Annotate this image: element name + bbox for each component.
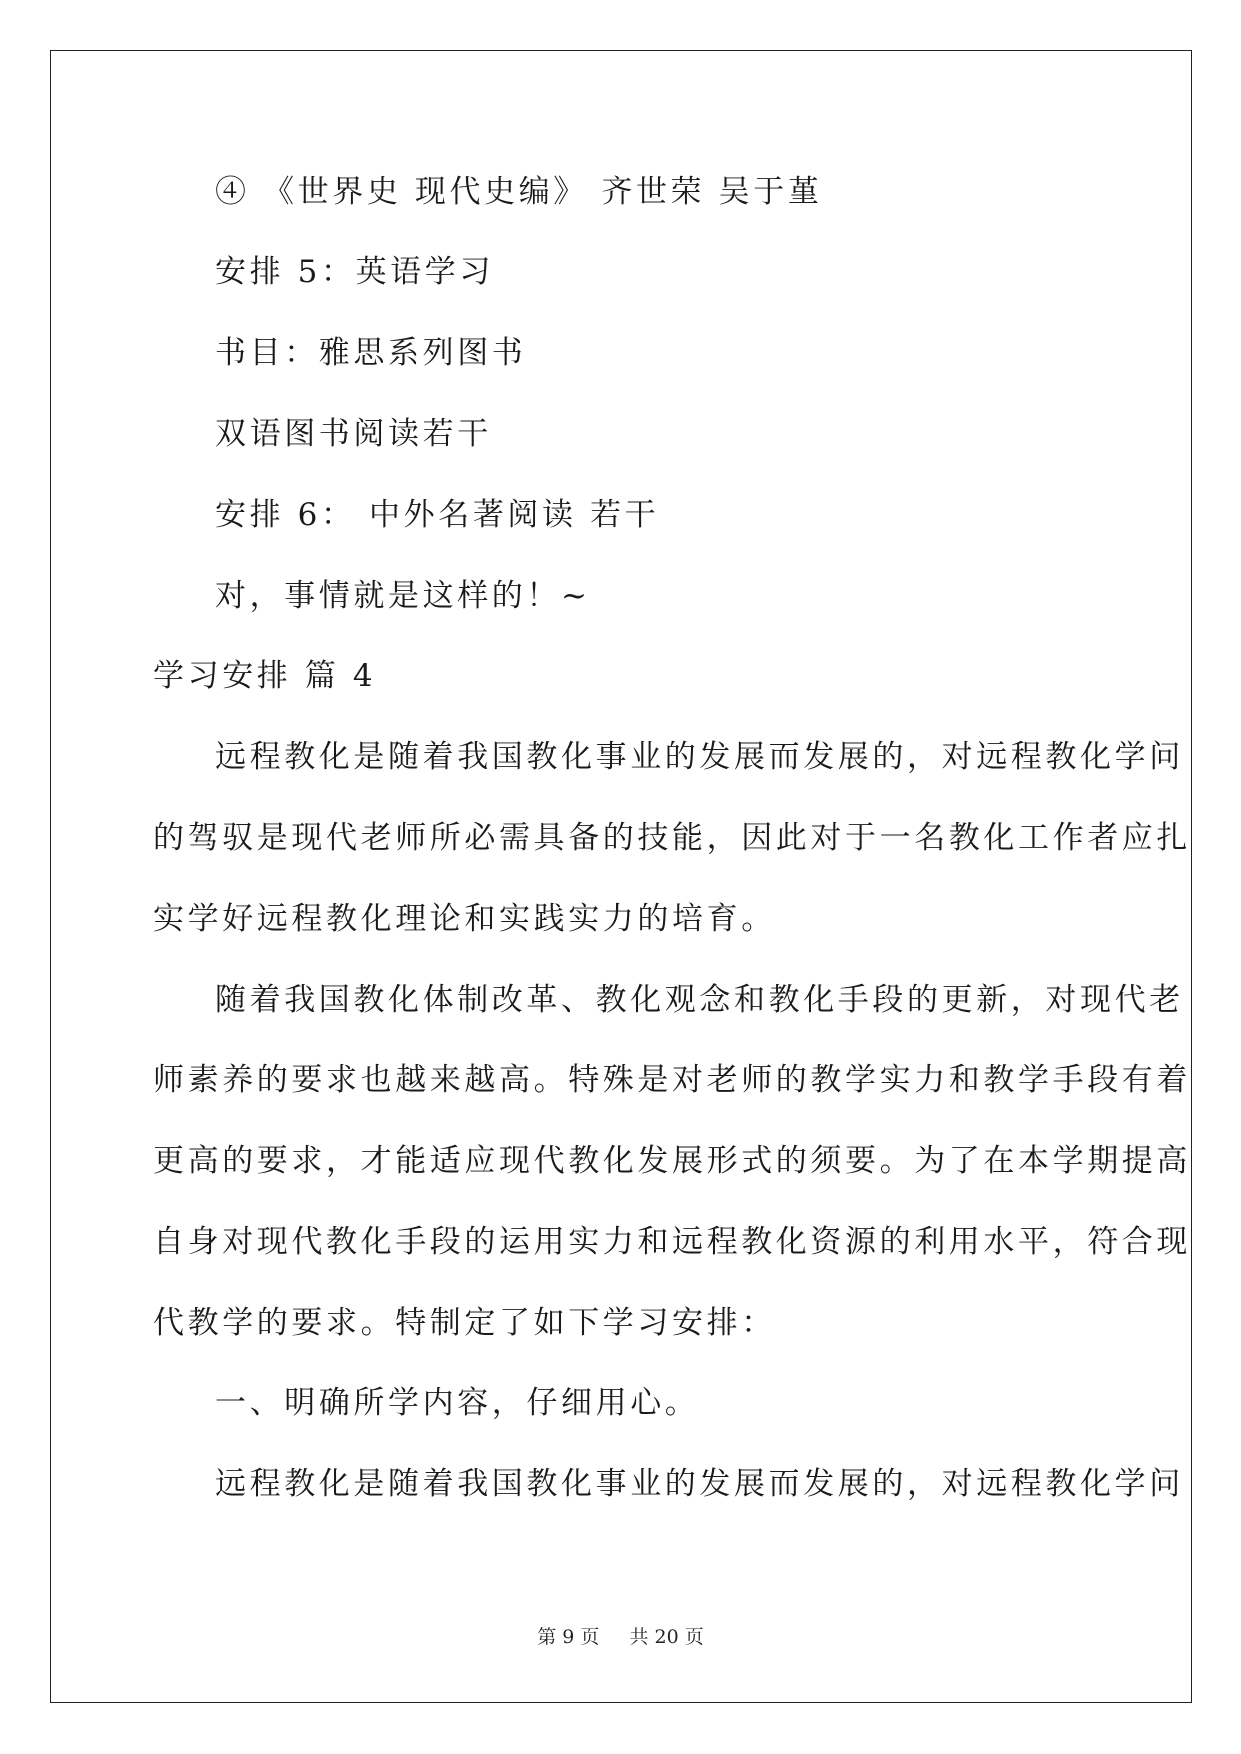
book-list-item-4: ④ 《世界史 现代史编》 齐世荣 吴于堇 [215, 174, 823, 210]
paragraph-line: 随着我国教化体制改革、教化观念和教化手段的更新，对现代老 [215, 982, 1184, 1018]
paragraph-line: 实学好远程教化理论和实践实力的培育。 [153, 901, 776, 937]
paragraph-line: 更高的要求，才能适应现代教化发展形式的须要。为了在本学期提高 [153, 1143, 1191, 1179]
paragraph-line: 的驾驭是现代老师所必需具备的技能，因此对于一名教化工作者应扎 [153, 820, 1191, 856]
page-footer [0, 1622, 1241, 1649]
paragraph-line: 远程教化是随着我国教化事业的发展而发展的，对远程教化学问 [215, 1466, 1184, 1502]
subsection-heading: 一、明确所学内容，仔细用心。 [215, 1385, 700, 1421]
page-number: 第 9 页 [537, 1626, 600, 1648]
book-list-line: 书目：雅思系列图书 [215, 335, 527, 371]
page-total: 共 20 页 [629, 1626, 704, 1648]
closing-line: 对，事情就是这样的！~ [215, 578, 591, 614]
paragraph-line: 远程教化是随着我国教化事业的发展而发展的，对远程教化学问 [215, 739, 1184, 775]
plan-5-heading: 安排 5：英语学习 [215, 254, 494, 290]
bilingual-books-line: 双语图书阅读若干 [215, 416, 492, 452]
section-title: 学习安排 篇 4 [153, 658, 377, 694]
paragraph-line: 自身对现代教化手段的运用实力和远程教化资源的利用水平，符合现 [153, 1224, 1191, 1260]
paragraph-line: 师素养的要求也越来越高。特殊是对老师的教学实力和教学手段有着 [153, 1062, 1191, 1098]
page-border [50, 50, 1192, 1703]
paragraph-line: 代教学的要求。特制定了如下学习安排： [153, 1305, 776, 1341]
plan-6-heading: 安排 6： 中外名著阅读 若干 [215, 497, 660, 533]
